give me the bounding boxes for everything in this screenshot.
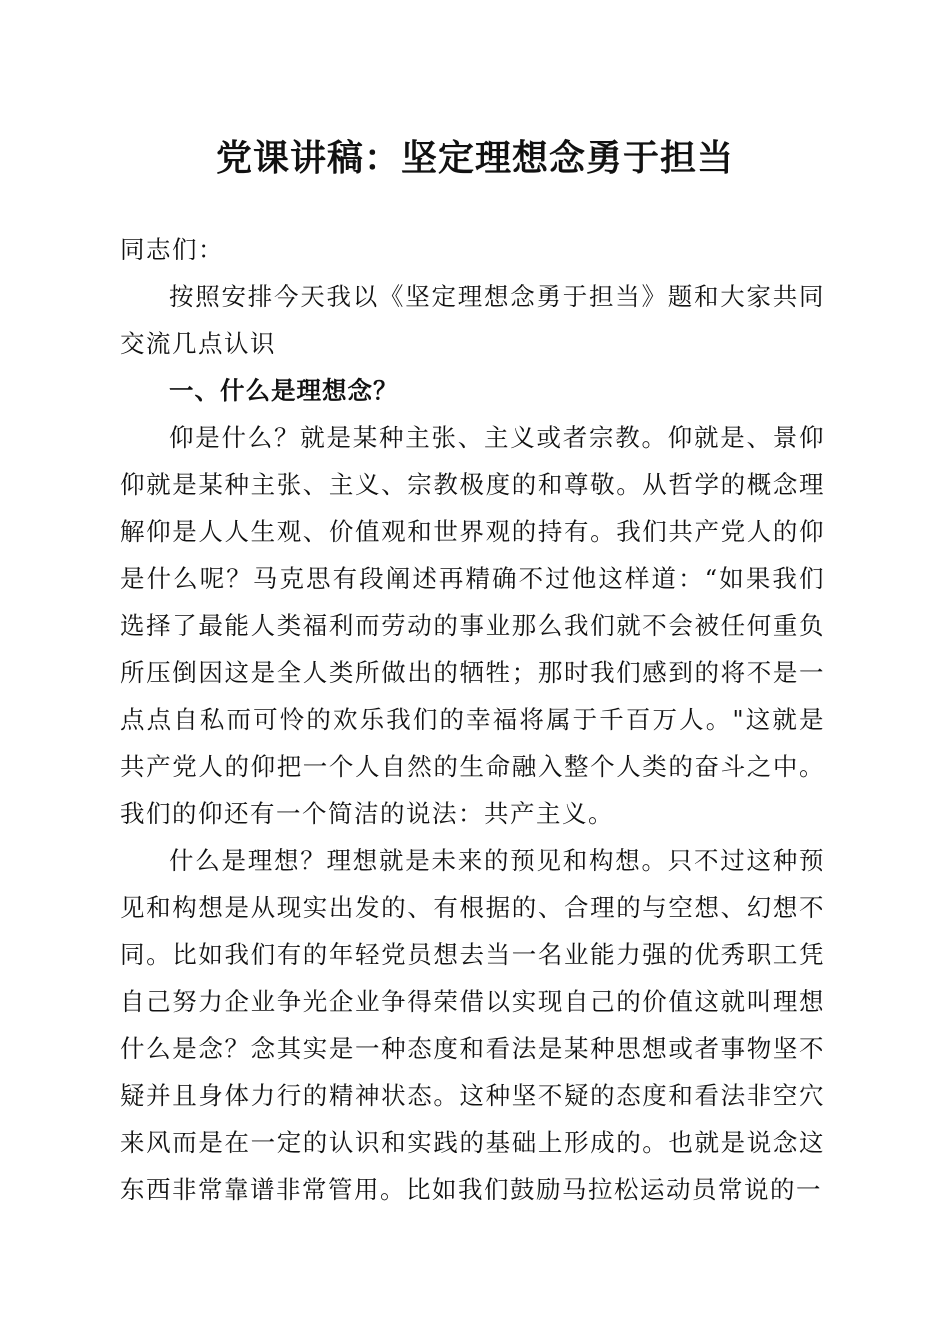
- document-title: 党课讲稿：坚定理想念勇于担当: [215, 138, 734, 179]
- body-paragraph-2: 什么是理想？理想就是未来的预见和构想。只不过这种预见和构想是从现实出发的、有根据的、合理的与空想、幻想不同。比如我们有的年轻党员想去当一名业能力强的优秀职工凭自己努力企业争光企业争得荣借以实现自己的价值这就叫理想什么是念？念其实是一种态度和看法是某种思想或者事物坚不疑并且身体力行的精神状态。这种坚不疑的态度和看法非空穴来风而是在一定的认识和实践的基础上形成的。也就是说念这东西非常靠谱非常管用。比如我们鼓励马拉松运动员常说的一: [120, 846, 825, 1204]
- section-heading: 一、什么是理想念？: [169, 376, 399, 405]
- body-paragraph-1: 仰是什么？就是某种主张、主义或者宗教。仰就是、景仰仰就是某种主张、主义、宗教极度的和尊敬。从哲学的概念理解仰是人人生观、价值观和世界观的持有。我们共产党人的仰是什么呢？马克思有段阐述再精确不过他这样道：“如果我们选择了最能人类福利而劳动的事业那么我们就不会被任何重负所压倒因这是全人类所做出的牺牲；那时我们感到的将不是一点点自私而可怜的欢乐我们的幸福将属于千百万人。"这就是共产党人的仰把一个人自然的生命融入整个人类的奋斗之中。我们的仰还有一个简洁的说法：共产主义。: [120, 423, 825, 828]
- salutation: 同志们：: [120, 235, 224, 264]
- intro-paragraph: 按照安排今天我以《坚定理想念勇于担当》题和大家共同交流几点认识: [120, 282, 825, 358]
- document-body: [120, 226, 825, 1213]
